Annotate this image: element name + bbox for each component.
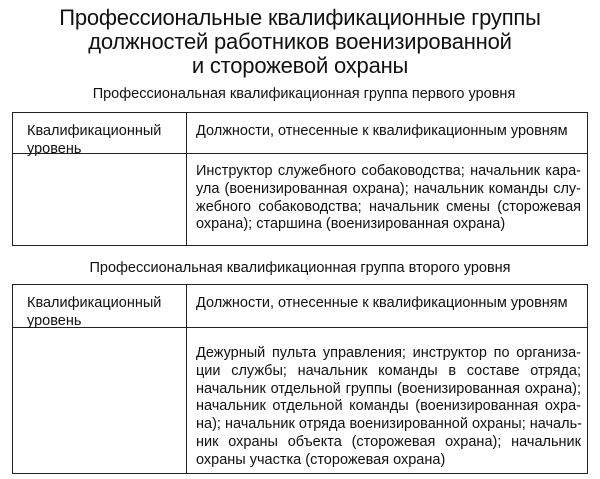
positions-line: начальник отдельной команды (военизированная охра- bbox=[196, 398, 581, 415]
positions-line: Инструктор служебного собаководства; начальник кара- bbox=[196, 163, 581, 179]
positions-line: ции службы; начальник команды в составе отряда; bbox=[196, 362, 581, 379]
positions-cell bbox=[196, 345, 581, 470]
positions-line: начальник отдельной группы (военизированная охрана); bbox=[196, 380, 581, 397]
positions-line: на); начальник отряда военизированной охраны; началь- bbox=[196, 416, 582, 433]
group-1-heading: Профессиональная квалификационная группа первого уровня bbox=[92, 86, 516, 102]
positions-column-header: Должности, отнесенные к квалификационным уровням bbox=[196, 295, 568, 311]
title-line-2: должностей работников военизированной bbox=[88, 29, 512, 54]
group-2-heading: Профессиональная квалификационная группа второго уровня bbox=[89, 260, 511, 276]
positions-line: ула (военизированная охрана); начальник команды слу- bbox=[196, 180, 581, 197]
title-line-1: Профессиональные квалификационные группы bbox=[59, 5, 541, 30]
positions-line: ник охраны объекта (сторожевая охрана); начальник bbox=[196, 433, 581, 450]
page-title bbox=[0, 6, 600, 78]
positions-line: охраны участка (сторожевая охрана) bbox=[196, 451, 446, 468]
level-header-line-1: Квалификационный bbox=[27, 123, 162, 139]
title-line-3: и сторожевой охраны bbox=[191, 53, 409, 78]
positions-line: жебного собаководства; начальник смены (сторожевая bbox=[196, 198, 581, 215]
positions-cell bbox=[196, 163, 581, 234]
positions-column-header: Должности, отнесенные к квалификационным уровням bbox=[196, 123, 568, 139]
group-2-table bbox=[12, 284, 588, 474]
level-header-line-1: Квалификационный bbox=[27, 295, 162, 311]
level-header-line-2: уровень bbox=[27, 141, 82, 157]
group-1-table bbox=[12, 112, 588, 246]
level-column-header bbox=[27, 122, 187, 158]
positions-line: Дежурный пульта управления; инструктор по организа- bbox=[196, 345, 581, 361]
positions-line: охрана); старшина (военизированная охрана) bbox=[196, 216, 506, 233]
level-column-header bbox=[27, 294, 187, 330]
level-header-line-2: уровень bbox=[27, 313, 82, 329]
